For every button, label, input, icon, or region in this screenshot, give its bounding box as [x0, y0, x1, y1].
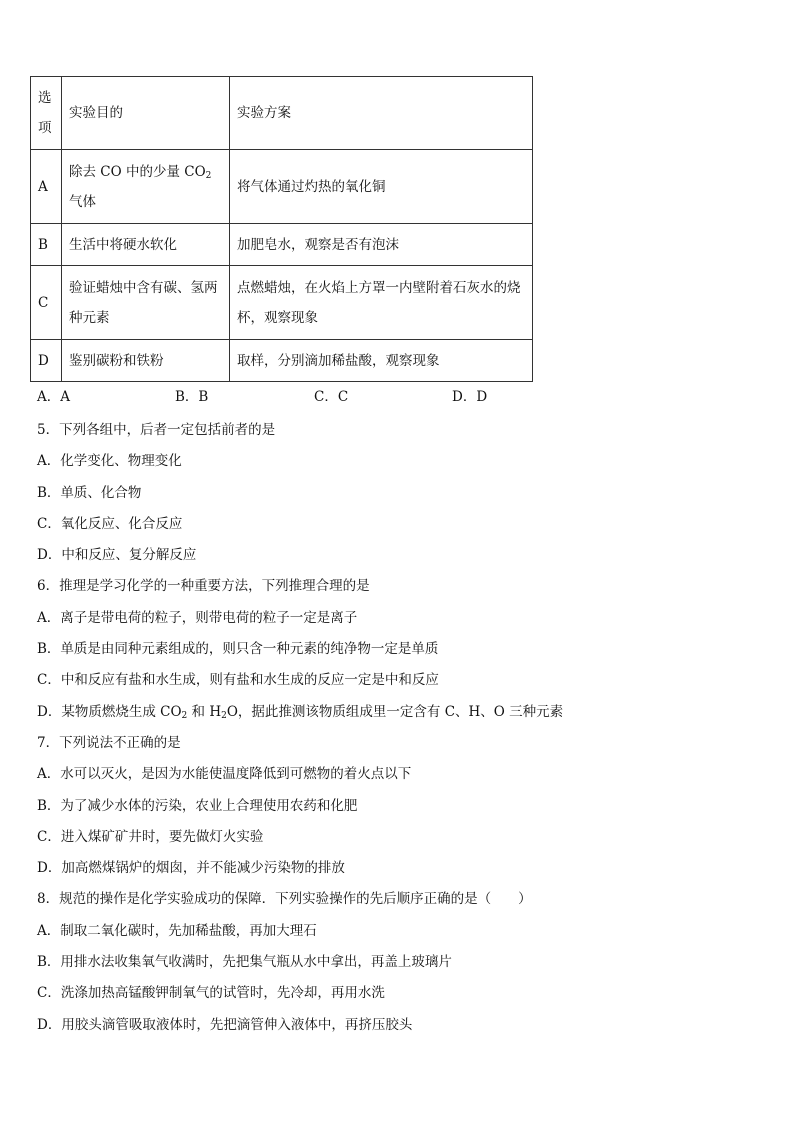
- row-purpose: 生活中将硬水软化: [62, 224, 230, 266]
- q5-stem: 5．下列各组中，后者一定包括前者的是: [37, 422, 276, 438]
- q7-stem: 7．下列说法不正确的是: [37, 734, 181, 751]
- q7-option-b: B．为了减少水体的污染，农业上合理使用农药和化肥: [37, 797, 358, 814]
- table-row: [31, 266, 533, 340]
- row-plan: 将气体通过灼热的氧化铜: [230, 150, 533, 224]
- q6-option-b: B．单质是由同种元素组成的，则只含一种元素的纯净物一定是单质: [37, 641, 439, 658]
- table-row: [31, 340, 533, 382]
- row-purpose: 鉴别碳粉和铁粉: [62, 340, 230, 382]
- q5-option-a: A．化学变化、物理变化: [37, 453, 182, 470]
- q5-option-d: D．中和反应、复分解反应: [37, 547, 197, 564]
- purpose-text-end: 气体: [69, 193, 96, 210]
- row-option: B: [31, 224, 62, 266]
- row-purpose: [62, 150, 230, 224]
- row-option: A: [31, 150, 62, 224]
- q8-option-d: D．用胶头滴管吸取液体时，先把滴管伸入液体中，再挤压胶头: [37, 1016, 413, 1033]
- choice-b: B．B: [175, 389, 209, 405]
- row-option: D: [31, 340, 62, 382]
- q8-option-c: C．洗涤加热高锰酸钾制氧气的试管时，先冷却，再用水洗: [37, 985, 385, 1002]
- header-option: 选项: [31, 77, 62, 150]
- q6-d-part3: O，据此推测该物质组成里一定含有 C、H、O 三种元素: [226, 703, 564, 720]
- q7-option-c: C．进入煤矿矿井时，要先做灯火实验: [37, 828, 264, 845]
- q5-option-b: B．单质、化合物: [37, 484, 142, 501]
- subscript: 2: [221, 710, 227, 721]
- choice-d: D．D: [452, 389, 488, 405]
- q6-stem: 6．推理是学习化学的一种重要方法，下列推理合理的是: [37, 578, 370, 595]
- q4-answer-choices: [37, 386, 557, 408]
- table-row: [31, 224, 533, 266]
- q5-option-c: C．氧化反应、化合反应: [37, 515, 183, 532]
- choice-c: C．C: [314, 389, 349, 405]
- q6-option-c: C．中和反应有盐和水生成，则有盐和水生成的反应一定是中和反应: [37, 672, 439, 689]
- experiment-table: [30, 76, 533, 382]
- row-purpose: 验证蜡烛中含有碳、氢两种元素: [62, 266, 230, 340]
- q6-d-part2: 和 H: [187, 703, 222, 720]
- q6-option-d: [37, 697, 777, 728]
- subscript: 2: [205, 170, 212, 181]
- q7-option-a: A．水可以灭火，是因为水能使温度降低到可燃物的着火点以下: [37, 766, 412, 783]
- q6-option-a: A．离子是带电荷的粒子，则带电荷的粒子一定是离子: [37, 609, 358, 626]
- subscript: 2: [181, 710, 188, 721]
- table-row: [31, 150, 533, 224]
- q6-d-part1: D．某物质燃烧生成 CO: [37, 703, 182, 720]
- row-option: C: [31, 266, 62, 340]
- q8-stem: 8．规范的操作是化学实验成功的保障．下列实验操作的先后顺序正确的是（ ）: [37, 891, 532, 908]
- header-plan: 实验方案: [230, 77, 533, 150]
- table-header-row: [31, 77, 533, 150]
- q8-option-a: A．制取二氧化碳时，先加稀盐酸，再加大理石: [37, 922, 317, 939]
- q7-option-d: D．加高燃煤锅炉的烟囱，并不能减少污染物的排放: [37, 860, 345, 877]
- row-plan: 加肥皂水，观察是否有泡沫: [230, 224, 533, 266]
- header-purpose: 实验目的: [62, 77, 230, 150]
- row-plan: 取样，分别滴加稀盐酸，观察现象: [230, 340, 533, 382]
- q8-option-b: B．用排水法收集氧气收满时，先把集气瓶从水中拿出，再盖上玻璃片: [37, 954, 452, 971]
- purpose-text: 除去 CO 中的少量 CO: [69, 163, 206, 180]
- choice-a: A．A: [37, 389, 70, 405]
- row-plan: 点燃蜡烛，在火焰上方罩一内壁附着石灰水的烧杯，观察现象: [230, 266, 533, 340]
- question-list: [37, 415, 777, 1041]
